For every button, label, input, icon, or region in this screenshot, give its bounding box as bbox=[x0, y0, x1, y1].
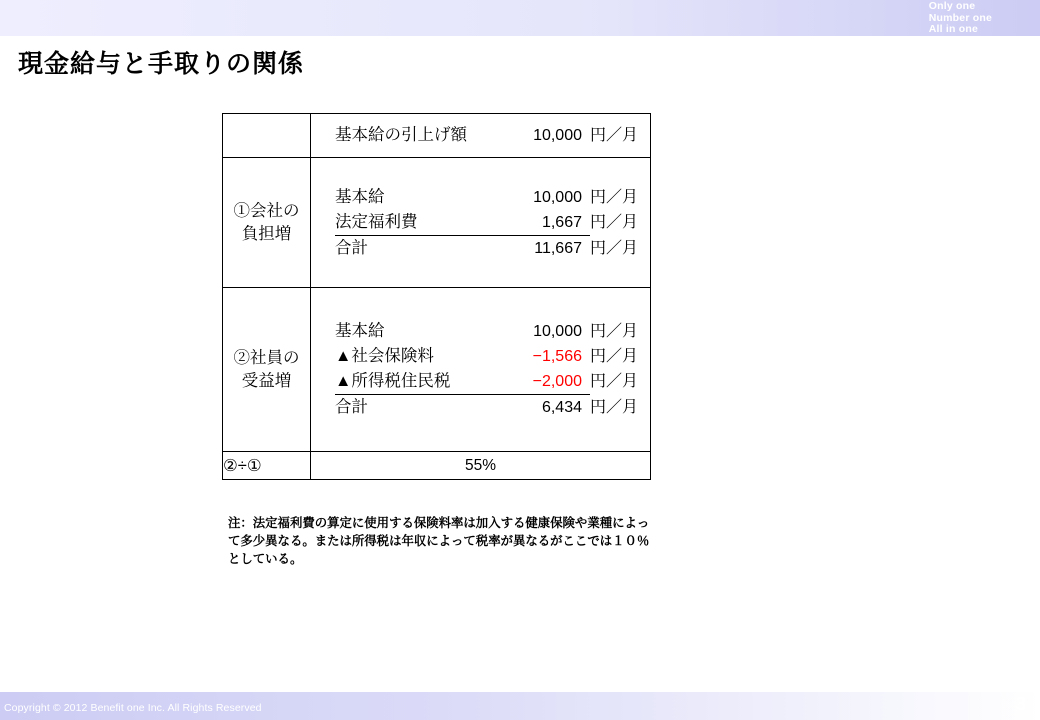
row-label-line-1: ①会社の bbox=[233, 201, 300, 220]
line-item-name: ▲所得税住民税 bbox=[335, 369, 483, 395]
line-item-name: 基本給 bbox=[335, 322, 385, 340]
line-item-unit: 円／月 bbox=[590, 188, 639, 206]
line-item-unit: 円／月 bbox=[590, 213, 639, 231]
line-item bbox=[335, 395, 639, 420]
row-label-line-2: 受益増 bbox=[241, 371, 292, 390]
line-item-value: −2,000 bbox=[483, 369, 590, 395]
brand-tagline-line-3: All in one bbox=[928, 23, 978, 35]
line-item bbox=[335, 319, 639, 344]
line-item bbox=[335, 210, 639, 236]
header-band bbox=[0, 0, 1040, 36]
line-item-name: 基本給の引上げ額 bbox=[335, 126, 467, 144]
brand-tagline bbox=[929, 1, 992, 36]
row-label-line-2: 負担増 bbox=[241, 224, 292, 243]
row-body-base-raise bbox=[311, 114, 651, 158]
copyright-text: Copyright © 2012 Benefit one Inc. All Rights Reserved bbox=[4, 702, 262, 714]
line-item-unit: 円／月 bbox=[590, 127, 639, 144]
brand-tagline-line-1: Only one bbox=[928, 0, 976, 12]
line-item-name: 基本給 bbox=[335, 187, 385, 206]
line-item bbox=[335, 236, 639, 261]
summary-table bbox=[222, 113, 651, 480]
line-item-unit: 円／月 bbox=[590, 399, 639, 416]
line-item bbox=[335, 344, 639, 369]
row-body-employee-benefit bbox=[311, 288, 651, 452]
row-body-company-cost bbox=[311, 158, 651, 288]
line-item bbox=[335, 369, 639, 395]
brand-tagline-line-2: Number one bbox=[928, 11, 992, 24]
page-number: 3 bbox=[1015, 694, 1026, 715]
line-item-value: 1,667 bbox=[483, 210, 590, 236]
line-item-name: ▲社会保険料 bbox=[335, 347, 434, 365]
table-row bbox=[223, 114, 651, 158]
line-item-value: 10,000 bbox=[533, 127, 582, 144]
table-row bbox=[223, 158, 651, 288]
row-label-empty bbox=[223, 114, 311, 158]
summary-table-wrapper bbox=[222, 113, 650, 480]
row-label-ratio: ②÷① bbox=[223, 452, 311, 480]
line-item-value: −1,566 bbox=[532, 348, 582, 365]
line-item bbox=[335, 185, 639, 210]
line-item bbox=[335, 123, 639, 148]
line-item-value: 10,000 bbox=[533, 323, 582, 340]
line-item-name: 法定福利費 bbox=[335, 210, 483, 236]
line-item-name: 合計 bbox=[335, 238, 368, 257]
line-item-name: 合計 bbox=[335, 398, 368, 416]
table-row bbox=[223, 288, 651, 452]
line-item-unit: 円／月 bbox=[590, 323, 639, 340]
row-body-ratio-value: 55% bbox=[311, 452, 651, 480]
line-item-unit: 円／月 bbox=[590, 348, 639, 365]
row-label-employee-benefit bbox=[223, 288, 311, 452]
table-row bbox=[223, 452, 651, 480]
row-label-company-cost bbox=[223, 158, 311, 288]
row-label-line-1: ②社員の bbox=[233, 348, 300, 367]
page-title: 現金給与と手取りの関係 bbox=[18, 50, 305, 78]
line-item-unit: 円／月 bbox=[590, 239, 639, 257]
line-item-unit: 円／月 bbox=[590, 373, 639, 390]
footnote: 注：法定福利費の算定に使用する保険料率は加入する健康保険や業種によって多少異なる。または所得税は年収によって税率が異なるがここでは１０％としている。 bbox=[228, 516, 650, 566]
line-item-value: 11,667 bbox=[534, 239, 582, 257]
line-item-value: 6,434 bbox=[541, 399, 582, 416]
line-item-value: 10,000 bbox=[533, 188, 582, 206]
